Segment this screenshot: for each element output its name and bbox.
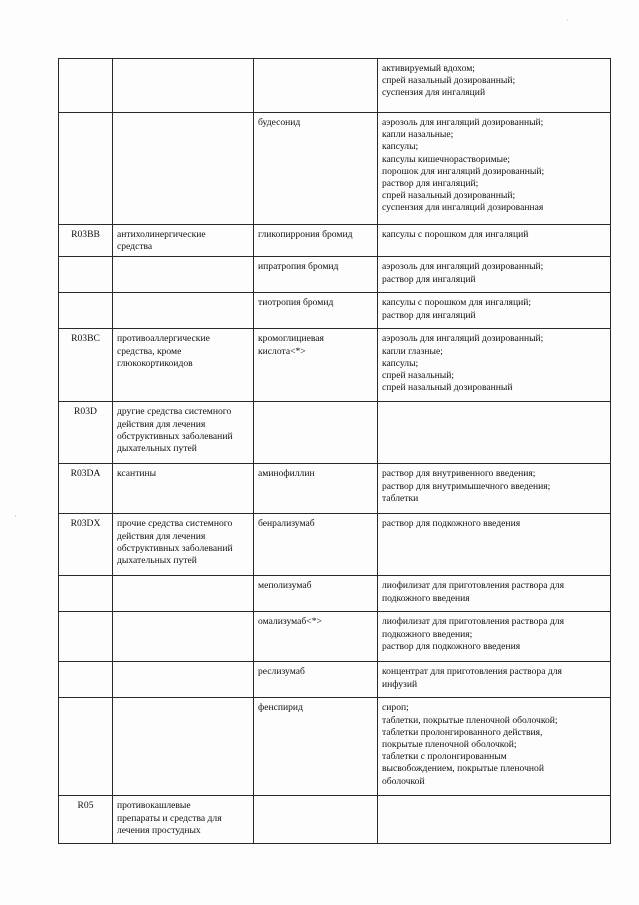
dosage-form-cell-line: таблетки, покрытые пленочной оболочкой; — [382, 714, 558, 726]
drug-name-cell — [254, 662, 378, 698]
table-row — [59, 796, 611, 844]
atc-code-cell — [59, 293, 113, 329]
dosage-form-cell-line: раствор для внутримышечного введения; — [382, 480, 551, 492]
drug-name-cell — [254, 402, 378, 464]
drug-name-cell-line: меполизумаб — [258, 580, 312, 592]
drug-name-cell-line: фенспирид — [258, 702, 303, 714]
dosage-form-cell-line: концентрат для приготовления раствора для — [382, 666, 562, 678]
drug-name-cell-line: кромоглициевая — [258, 333, 324, 345]
drug-name-cell-line: аминофиллин — [258, 468, 315, 480]
atc-code-cell: R03DA — [59, 464, 113, 514]
anatomical-group-cell — [113, 796, 254, 844]
dosage-form-cell — [378, 293, 611, 329]
table-row — [59, 225, 611, 257]
drug-name-cell — [254, 464, 378, 514]
dosage-form-cell — [378, 329, 611, 402]
dosage-form-cell-line: суспензия для ингаляций дозированная — [382, 202, 544, 214]
anatomical-group-cell-line: ксантины — [117, 468, 157, 480]
atc-code-cell: R03D — [59, 402, 113, 464]
table-row — [59, 113, 611, 225]
dosage-form-cell-line: лиофилизат для приготовления раствора для — [382, 580, 564, 592]
drug-name-cell — [254, 293, 378, 329]
drug-classification-table — [58, 58, 611, 844]
drug-name-cell — [254, 329, 378, 402]
dosage-form-cell — [378, 514, 611, 576]
anatomical-group-cell-line: средства, кроме — [117, 345, 182, 357]
anatomical-group-cell-line: действия для лечения — [117, 418, 206, 430]
drug-name-cell — [254, 514, 378, 576]
anatomical-group-cell — [113, 225, 254, 257]
dosage-form-cell-line: покрытые пленочной оболочкой; — [382, 739, 517, 751]
drug-name-cell — [254, 113, 378, 225]
atc-code-cell — [59, 113, 113, 225]
anatomical-group-cell-line: действия для лечения — [117, 530, 206, 542]
dosage-form-cell-line: раствор для ингаляций — [382, 309, 476, 321]
anatomical-group-cell — [113, 113, 254, 225]
anatomical-group-cell — [113, 612, 254, 662]
dosage-form-cell-line: таблетки пролонгированного действия, — [382, 726, 543, 738]
dosage-form-cell-line: таблетки с пролонгированным — [382, 751, 507, 763]
anatomical-group-cell-line: лечения простудных — [117, 824, 201, 836]
atc-code-cell: R03DX — [59, 514, 113, 576]
anatomical-group-cell-line: обструктивных заболеваний — [117, 542, 233, 554]
table-row — [59, 612, 611, 662]
anatomical-group-cell-line: противоаллергические — [117, 333, 210, 345]
atc-code-cell: R05 — [59, 796, 113, 844]
dosage-form-cell — [378, 796, 611, 844]
drug-name-cell — [254, 612, 378, 662]
anatomical-group-cell-line: антихолинергические — [117, 229, 206, 240]
dosage-form-cell-line: подкожного введения — [382, 592, 470, 604]
anatomical-group-cell-line: дыхательных путей — [117, 555, 197, 567]
dosage-form-cell-line: аэрозоль для ингаляций дозированный; — [382, 117, 544, 128]
scan-speck: ˙ — [566, 18, 569, 27]
table-row — [59, 576, 611, 612]
dosage-form-cell-line: капсулы с порошком для ингаляций; — [382, 297, 532, 309]
anatomical-group-cell-line: противокашлевые — [117, 800, 191, 812]
dosage-form-cell — [378, 257, 611, 293]
table-row — [59, 59, 611, 113]
atc-code-cell — [59, 662, 113, 698]
anatomical-group-cell — [113, 257, 254, 293]
anatomical-group-cell — [113, 293, 254, 329]
dosage-form-cell-line: спрей назальный дозированный — [382, 382, 513, 394]
dosage-form-cell — [378, 113, 611, 225]
dosage-form-cell-line: капсулы; — [382, 357, 419, 369]
dosage-form-cell-line: раствор для ингаляций — [382, 273, 476, 285]
dosage-form-cell-line: капсулы; — [382, 141, 419, 153]
dosage-form-cell — [378, 464, 611, 514]
table-row — [59, 257, 611, 293]
atc-code-cell — [59, 576, 113, 612]
dosage-form-cell-line: спрей назальный дозированный; — [382, 75, 516, 87]
dosage-form-cell — [378, 402, 611, 464]
dosage-form-cell — [378, 612, 611, 662]
atc-code-cell: R03BB — [59, 225, 113, 257]
drug-name-cell-line: омализумаб<*> — [258, 616, 322, 628]
table-row — [59, 293, 611, 329]
anatomical-group-cell-line: прочие средства системного — [117, 518, 233, 530]
dosage-form-cell-line: раствор для подкожного введения — [382, 640, 521, 652]
atc-code-cell — [59, 612, 113, 662]
drug-name-cell — [254, 225, 378, 257]
table-row — [59, 402, 611, 464]
table-row — [59, 464, 611, 514]
dosage-form-cell-line: таблетки — [382, 492, 419, 504]
table-row — [59, 514, 611, 576]
atc-code-cell: R03BC — [59, 329, 113, 402]
dosage-form-cell-line: суспензия для ингаляций — [382, 87, 486, 99]
dosage-form-cell-line: аэрозоль для ингаляций дозированный; — [382, 261, 544, 273]
atc-code-cell — [59, 59, 113, 113]
anatomical-group-cell — [113, 662, 254, 698]
anatomical-group-cell-line: дыхательных путей — [117, 443, 197, 455]
dosage-form-cell-line: капсулы с порошком для ингаляций — [382, 229, 529, 240]
dosage-form-cell-line: аэрозоль для ингаляций дозированный; — [382, 333, 544, 345]
dosage-form-cell — [378, 576, 611, 612]
anatomical-group-cell-line: обструктивных заболеваний — [117, 430, 233, 442]
drug-name-cell — [254, 257, 378, 293]
dosage-form-cell-line: оболочкой — [382, 775, 425, 787]
dosage-form-cell-line: порошок для ингаляций дозированный; — [382, 165, 545, 177]
drug-name-cell-line: бенрализумаб — [258, 518, 315, 530]
drug-name-cell — [254, 59, 378, 113]
scan-speck: · — [14, 512, 17, 521]
dosage-form-cell-line: активируемый вдохом; — [382, 63, 475, 74]
anatomical-group-cell — [113, 402, 254, 464]
anatomical-group-cell-line: другие средства системного — [117, 406, 232, 418]
table-row — [59, 662, 611, 698]
anatomical-group-cell-line: глюкокортикоидов — [117, 357, 193, 369]
anatomical-group-cell — [113, 698, 254, 796]
dosage-form-cell — [378, 59, 611, 113]
anatomical-group-cell — [113, 329, 254, 402]
drug-name-cell-line: тиотропия бромид — [258, 297, 334, 309]
dosage-form-cell-line: подкожного введения; — [382, 628, 473, 640]
dosage-form-cell-line: спрей назальный; — [382, 370, 455, 382]
dosage-form-cell-line: инфузий — [382, 678, 418, 690]
anatomical-group-cell — [113, 59, 254, 113]
table-row — [59, 698, 611, 796]
drug-name-cell — [254, 576, 378, 612]
anatomical-group-cell — [113, 576, 254, 612]
atc-code-cell — [59, 257, 113, 293]
dosage-form-cell — [378, 698, 611, 796]
dosage-form-cell-line: спрей назальный дозированный; — [382, 190, 516, 202]
dosage-form-cell — [378, 225, 611, 257]
dosage-form-cell-line: капли назальные; — [382, 129, 454, 141]
dosage-form-cell-line: высвобождением, покрытые пленочной — [382, 763, 544, 775]
drug-name-cell-line: кислота<*> — [258, 345, 306, 357]
dosage-form-cell-line: раствор для ингаляций; — [382, 178, 479, 190]
dosage-form-cell-line: капсулы кишечнорастворимые; — [382, 153, 511, 165]
anatomical-group-cell — [113, 514, 254, 576]
table-row — [59, 329, 611, 402]
anatomical-group-cell-line: препараты и средства для — [117, 812, 222, 824]
dosage-form-cell-line: лиофилизат для приготовления раствора для — [382, 616, 564, 628]
anatomical-group-cell-line: средства — [117, 241, 153, 253]
anatomical-group-cell — [113, 464, 254, 514]
dosage-form-cell — [378, 662, 611, 698]
drug-name-cell-line: гликопиррония бромид — [258, 229, 353, 240]
drug-name-cell-line: ипратропия бромид — [258, 261, 339, 273]
table-body — [59, 59, 611, 844]
drug-name-cell — [254, 796, 378, 844]
atc-code-cell — [59, 698, 113, 796]
dosage-form-cell-line: капли глазные; — [382, 345, 443, 357]
dosage-form-cell-line: раствор для внутривенного введения; — [382, 468, 536, 480]
dosage-form-cell-line: раствор для подкожного введения — [382, 518, 521, 530]
drug-name-cell-line: будесонид — [258, 117, 301, 128]
dosage-form-cell-line: сироп; — [382, 702, 409, 714]
drug-name-cell-line: реслизумаб — [258, 666, 305, 678]
drug-name-cell — [254, 698, 378, 796]
